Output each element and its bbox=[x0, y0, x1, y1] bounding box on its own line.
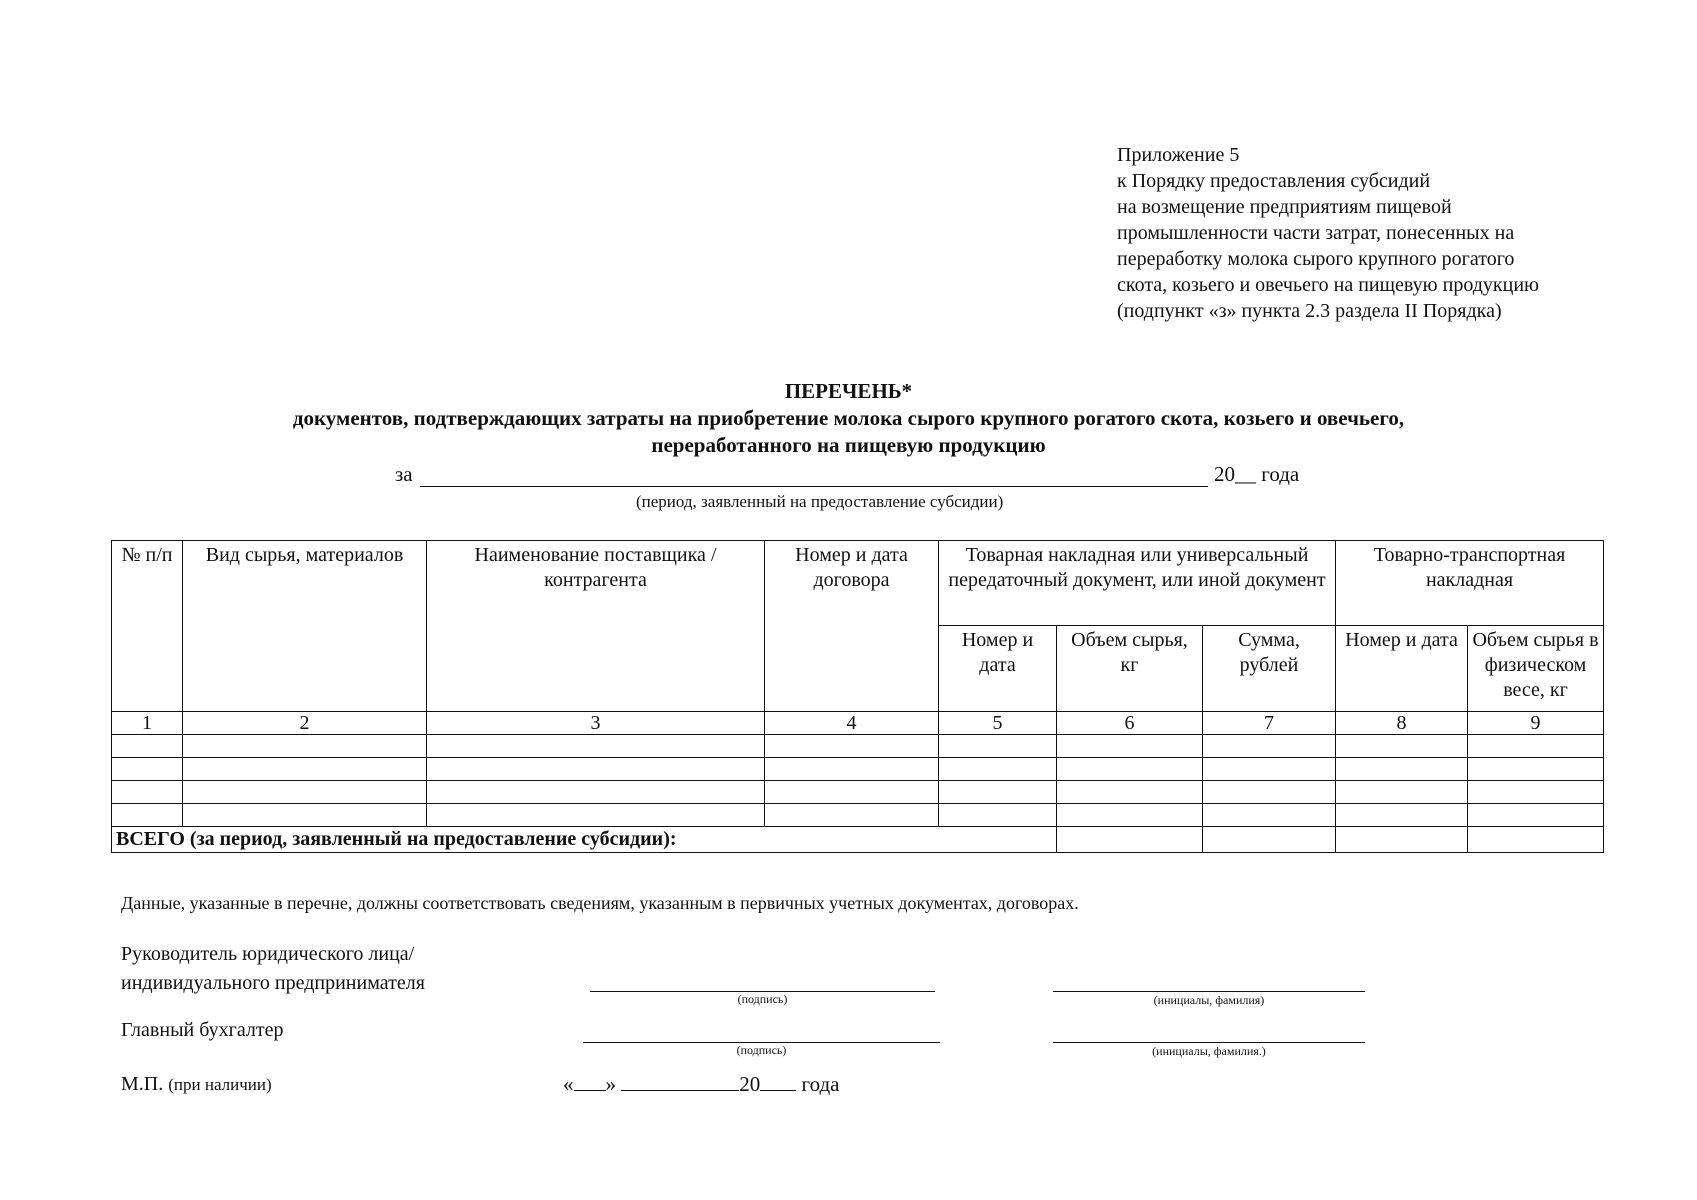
table-cell[interactable] bbox=[112, 804, 183, 827]
header-num: № п/п bbox=[112, 541, 183, 712]
period-caption: (период, заявленный на предоставление субсидии) bbox=[636, 492, 1004, 511]
date-quote-open: « bbox=[563, 1072, 574, 1096]
table-cell[interactable] bbox=[765, 804, 939, 827]
header-invoice-volume: Объем сырья, кг bbox=[1057, 626, 1203, 712]
table-row bbox=[112, 804, 1604, 827]
total-transport-volume-cell[interactable] bbox=[1468, 827, 1604, 853]
column-number: 6 bbox=[1057, 712, 1203, 735]
table-row bbox=[112, 758, 1604, 781]
header-supplier: Наименование поставщика / контрагента bbox=[427, 541, 765, 712]
title-main: ПЕРЕЧЕНЬ* bbox=[784, 379, 913, 403]
table-cell[interactable] bbox=[1057, 781, 1203, 804]
documents-table bbox=[111, 540, 1604, 853]
accountant-name-caption: (инициалы, фамилия.) bbox=[1152, 1044, 1266, 1058]
date-year-prefix: 20 bbox=[739, 1072, 761, 1096]
appendix-line: к Порядку предоставления субсидий bbox=[1117, 170, 1431, 192]
head-name-caption: (инициалы, фамилия) bbox=[1153, 993, 1265, 1007]
title-subtitle-line-2: переработанного на пищевую продукцию bbox=[651, 433, 1046, 457]
table-cell[interactable] bbox=[183, 735, 427, 758]
column-number: 3 bbox=[427, 712, 765, 735]
table-cell[interactable] bbox=[765, 758, 939, 781]
title-subtitle-line-1: документов, подтверждающих затраты на приобретение молока сырого крупного рогатого скота, козьего и овечьего, bbox=[292, 406, 1405, 430]
table-row bbox=[112, 781, 1604, 804]
date-quote-close: » bbox=[605, 1072, 616, 1096]
accountant-signature-caption: (подпись) bbox=[736, 1043, 787, 1057]
date-year-suffix: года bbox=[801, 1072, 840, 1096]
appendix-line: (подпункт «з» пункта 2.3 раздела II Порядка) bbox=[1117, 300, 1502, 322]
table-cell[interactable] bbox=[939, 781, 1057, 804]
date-year-field[interactable] bbox=[760, 1070, 796, 1091]
table-cell[interactable] bbox=[1203, 804, 1336, 827]
table-cell[interactable] bbox=[1468, 758, 1604, 781]
table-cell[interactable] bbox=[1336, 758, 1468, 781]
head-label bbox=[121, 940, 425, 998]
table-cell[interactable] bbox=[183, 804, 427, 827]
total-volume-cell[interactable] bbox=[1057, 827, 1203, 853]
table-cell[interactable] bbox=[183, 781, 427, 804]
table-cell[interactable] bbox=[939, 804, 1057, 827]
table-cell[interactable] bbox=[183, 758, 427, 781]
table-cell[interactable] bbox=[427, 781, 765, 804]
table-cell[interactable] bbox=[1468, 781, 1604, 804]
table-cell[interactable] bbox=[112, 758, 183, 781]
table-cell[interactable] bbox=[1057, 735, 1203, 758]
column-numbers-row bbox=[112, 712, 1604, 735]
appendix-line: промышленности части затрат, понесенных на bbox=[1117, 222, 1515, 244]
header-transport-volume: Объем сырья в физическом весе, кг bbox=[1468, 626, 1604, 712]
accountant-label: Главный бухгалтер bbox=[121, 1019, 284, 1041]
table-cell[interactable] bbox=[1336, 804, 1468, 827]
period-input-line[interactable] bbox=[420, 486, 1208, 487]
head-label-line-2: индивидуального предпринимателя bbox=[121, 972, 425, 994]
total-row bbox=[112, 827, 1604, 853]
accountant-name-line[interactable] bbox=[1053, 1042, 1365, 1043]
period-prefix: за bbox=[395, 462, 413, 486]
total-transport-cell[interactable] bbox=[1336, 827, 1468, 853]
table-header-row bbox=[112, 541, 1604, 626]
table-cell[interactable] bbox=[939, 735, 1057, 758]
header-invoice-num-date: Номер и дата bbox=[939, 626, 1057, 712]
table-cell[interactable] bbox=[1468, 735, 1604, 758]
table-cell[interactable] bbox=[1057, 758, 1203, 781]
table-cell[interactable] bbox=[765, 735, 939, 758]
header-material: Вид сырья, материалов bbox=[183, 541, 427, 712]
table-cell[interactable] bbox=[939, 758, 1057, 781]
table-cell[interactable] bbox=[112, 781, 183, 804]
column-number: 5 bbox=[939, 712, 1057, 735]
stamp-label-note: (при наличии) bbox=[168, 1075, 272, 1094]
table-cell[interactable] bbox=[427, 804, 765, 827]
total-sum-cell[interactable] bbox=[1203, 827, 1336, 853]
document-title bbox=[0, 377, 1697, 459]
footnote: Данные, указанные в перечне, должны соответствовать сведениям, указанным в первичных учетных документах, договорах. bbox=[121, 893, 1079, 913]
table-cell[interactable] bbox=[427, 735, 765, 758]
header-invoice-group: Товарная накладная или универсальный передаточный документ, или иной документ bbox=[939, 541, 1336, 626]
column-number: 2 bbox=[183, 712, 427, 735]
header-transport-num-date: Номер и дата bbox=[1336, 626, 1468, 712]
column-number: 7 bbox=[1203, 712, 1336, 735]
header-contract: Номер и дата договора bbox=[765, 541, 939, 712]
date-day-field[interactable] bbox=[574, 1070, 606, 1091]
header-transport-group: Товарно-транспортная накладная bbox=[1336, 541, 1604, 626]
head-name-line[interactable] bbox=[1053, 991, 1365, 992]
column-number: 4 bbox=[765, 712, 939, 735]
period-year: 20__ года bbox=[1214, 462, 1300, 486]
table-cell[interactable] bbox=[1468, 804, 1604, 827]
date-row bbox=[563, 1070, 840, 1097]
date-month-field[interactable] bbox=[621, 1070, 739, 1091]
appendix-header bbox=[1117, 142, 1539, 324]
column-number: 8 bbox=[1336, 712, 1468, 735]
table-cell[interactable] bbox=[1203, 758, 1336, 781]
stamp-label bbox=[121, 1073, 272, 1096]
table-row bbox=[112, 735, 1604, 758]
appendix-line: переработку молока сырого крупного рогатого bbox=[1117, 248, 1515, 270]
appendix-line: Приложение 5 bbox=[1117, 144, 1240, 166]
stamp-label-text: М.П. bbox=[121, 1073, 164, 1095]
appendix-line: на возмещение предприятиям пищевой bbox=[1117, 196, 1452, 218]
column-number: 9 bbox=[1468, 712, 1604, 735]
appendix-line: скота, козьего и овечьего на пищевую продукцию bbox=[1117, 274, 1539, 296]
table-cell[interactable] bbox=[1203, 781, 1336, 804]
table-cell[interactable] bbox=[112, 735, 183, 758]
head-signature-caption: (подпись) bbox=[737, 992, 788, 1006]
table-cell[interactable] bbox=[1057, 804, 1203, 827]
table-cell[interactable] bbox=[427, 758, 765, 781]
head-label-line-1: Руководитель юридического лица/ bbox=[121, 943, 415, 965]
table-cell[interactable] bbox=[765, 781, 939, 804]
header-invoice-sum: Сумма, рублей bbox=[1203, 626, 1336, 712]
column-number: 1 bbox=[112, 712, 183, 735]
table-cell[interactable] bbox=[1203, 735, 1336, 758]
total-label: ВСЕГО (за период, заявленный на предоставление субсидии): bbox=[112, 827, 1057, 853]
table-cell[interactable] bbox=[1336, 781, 1468, 804]
table-cell[interactable] bbox=[1336, 735, 1468, 758]
